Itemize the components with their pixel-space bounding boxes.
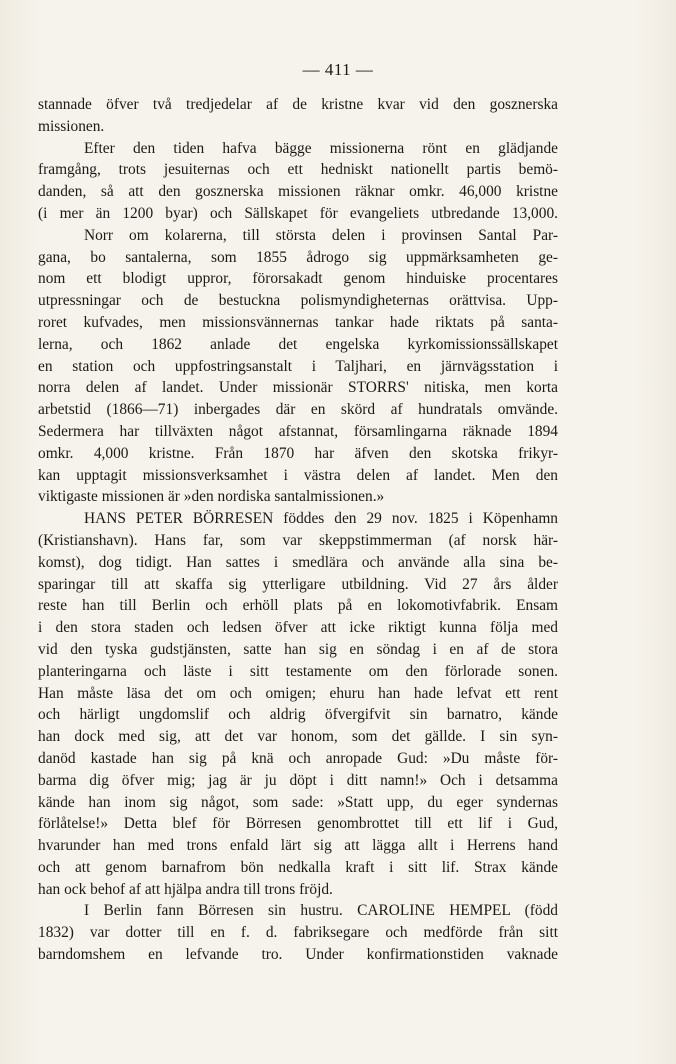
text-line: kan upptagit missionsverksamhet i västra delen af landet. Men den (38, 466, 558, 484)
text-line: hvarunder han med trons enfald lärt sig att lägga allt i Herrens hand (38, 837, 558, 855)
text-line: danöd kastade han sig på knä och anropade Gud: »Du måste för- (38, 749, 558, 767)
text-line: gana, bo santalerna, som 1855 ådrogo sig uppmärksamheten ge- (38, 248, 558, 266)
text-line: roret kufvades, men missionsvännernas tankar hade riktats på santa- (38, 313, 558, 331)
text-line: nom ett blodigt uppror, förorsakadt genom hinduiske procentares (38, 270, 558, 288)
text-line: Norr om kolarerna, till största delen i provinsen Santal Par- (84, 226, 558, 244)
text-line: Sedermera har tillväxten något afstannat, församlingarna räknade 1894 (38, 422, 558, 440)
text-line: och att genom barnafrom bön nedkalla kraft i sitt lif. Strax kände (38, 858, 558, 876)
text-line: reste han till Berlin och erhöll plats på en lokomotivfabrik. Ensam (38, 597, 558, 615)
text-line: en station och uppfostringsanstalt i Taljhari, en järnvägsstation i (38, 357, 558, 375)
text-line: Efter den tiden hafva bägge missionerna rönt en glädjande (84, 139, 558, 157)
page-number: — 411 — (302, 60, 374, 79)
text-line: förlåtelse!» Detta blef för Börresen genombrottet till ett lif i Gud, (38, 815, 558, 833)
text-line: vid den tyska gudstjänsten, satte han sig en söndag i en af de stora (38, 640, 558, 658)
text-line: I Berlin fann Börresen sin hustru. CAROLINE HEMPEL (född (84, 902, 558, 920)
text-line: barndomshem en lefvande tro. Under konfirmationstiden vaknade (38, 946, 558, 964)
text-line: omkr. 4,000 kristne. Från 1870 har äfven den skotska frikyr- (38, 444, 558, 462)
text-line: Han måste läsa det om och omigen; ehuru han hade lefvat ett rent (38, 684, 558, 702)
text-line: HANS PETER BÖRRESEN föddes den 29 nov. 1825 i Köpenhamn (84, 510, 558, 528)
text-line: danden, så att den gosznerska missionen räknar omkr. 46,000 kristne (38, 183, 558, 201)
text-line: komst), dog tidigt. Han sattes i smedlära och använde alla sina be- (38, 553, 558, 571)
text-line: norra delen af landet. Under missionär STORRS' nitiska, men korta (38, 379, 558, 397)
text-line: stannade öfver två tredjedelar af de kristne kvar vid den gosznerska (38, 96, 558, 113)
text-line: planteringarna och läste i sitt testamente om den förlorade sonen. (38, 662, 558, 680)
text-line: framgång, trots jesuiternas och ett hedniskt nationellt partis bemö- (38, 161, 558, 179)
text-line: (Kristianshavn). Hans far, som var skeppstimmerman (af norsk här- (38, 531, 558, 549)
text-line: viktigaste missionen är »den nordiska santalmissionen.» (38, 488, 385, 506)
text-line: lerna, och 1862 anlade det engelska kyrkomissionssällskapet (38, 335, 558, 353)
text-line: sparingar till att skaffa sig ytterligare utbildning. Vid 27 års ålder (38, 575, 558, 593)
text-line: (i mer än 1200 byar) och Sällskapet för evangeliets utbredande 13,000. (38, 204, 558, 222)
text-line: i den stora staden och ledsen öfver att icke riktigt kunna följa med (38, 619, 558, 637)
text-line: arbetstid (1866—71) inbergades där en skörd af hundratals omvände. (38, 401, 558, 419)
text-line: han ock behof af att hjälpa andra till trons fröjd. (38, 880, 333, 898)
text-line: missionen. (38, 117, 105, 135)
text-line: han dock med sig, att det var honom, som det gällde. I sin syn- (38, 728, 558, 746)
body-text (38, 94, 558, 966)
text-line: 1832) var dotter till en f. d. fabriksegare och medförde från sitt (38, 924, 558, 942)
text-line: utpressningar och de bestuckna polismyndigheternas orättvisa. Upp- (38, 292, 558, 310)
text-line: och härligt ungdomslif och aldrig öfvergifvit sin barnatro, kände (38, 706, 558, 724)
text-line: kände han inom sig något, som sade: »Statt upp, du eger syndernas (38, 793, 558, 811)
text-line: barma dig öfver mig; jag är ju döpt i ditt namn!» Och i detsamma (38, 771, 558, 789)
